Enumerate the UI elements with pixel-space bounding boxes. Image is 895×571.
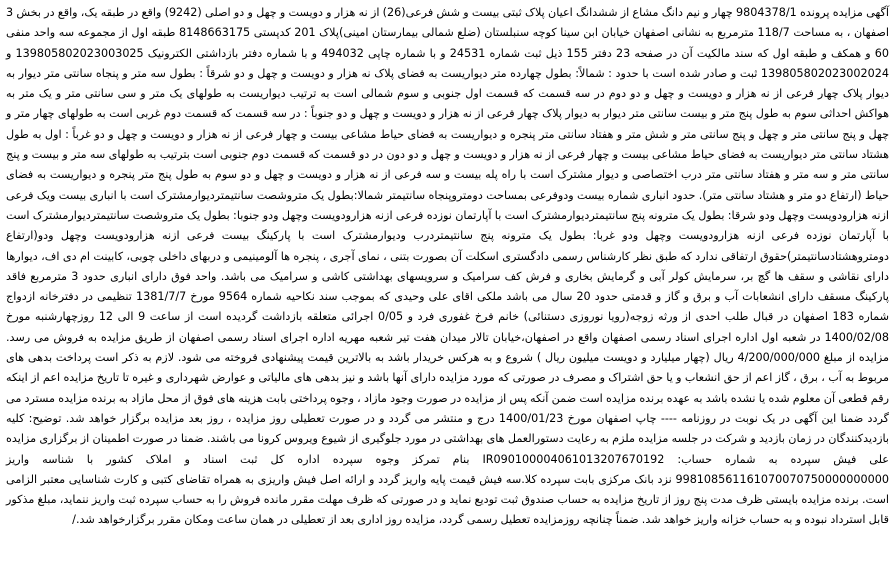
auction-notice-text: آگهی مزایده پرونده 9804378/1 چهار و نیم دانگ مشاع از ششدانگ اعیان پلاک ثبتی بیست و شش فرعی(26) از نه هزار و دویست و چهل و دو اصلی (9242) واقع در طبقه یک، واقع در بخش 3 اصفهان ، به مساحت 118/7 مترمربع به نشانی اصفهان خیابان ابن سینا کوچه سنبلستان (ضلع شمالی بیمارستان امینی)پلاک 201 کدپستی 8148663175 طبقه اول از مجموعه سه واحد منفی 60 و همکف و طبقه اول که سند مالکیت آن در صفحه 23 دفتر 155 ذیل ثبت شماره 24531 و با شماره چاپی 494032 و با شماره دفتر بازداشتی الکترونیک 139805802023003025 و 139805802023002024 ثبت و صادر شده است با حدود : شمالاً: بطول چهارده متر دیواریست به فضای پلاک نه هزار و دویست و چهل و دو شرقاً : بطول سه متر و پنجاه سانتی متر دیوار به دیوار پلاک چهار فرعی از نه هزار و دویست و چهل و دو دوم در سه قسمت که قسمت اول جنوبی و سوم شمالی است به ترتیب دیواریست به طولهای یک متر و سی سانتی متر و یک متر به هواکش احداثی سوم به طول پنج متر و بیست سانتی متر دیوار به دیوار پلاک چهار فرعی از نه هزار و دویست و چهل و دو جنوباً : در سه قسمت که قسمت دوم غربی است به طولهای چهار متر و چهل و پنج سانتی متر و چهل و پنج سانتی متر و شش متر و هفتاد سانتی متر پنجره و دیواریست به فضای حیاط مشاعی بیست و چهار فرعی از نه هزار و دویست و چهل و دو غرباً : اول به طول هشتاد سانتی متر دیواریست به فضای حیاط مشاعی بیست و چهار فرعی از نه هزار و دویست و چهل و دو دون در دو قسمت که قسمت دوم جنوبی است بترتیب به طولهای سه متر و بیست و پنج سانتی متر و سه متر و هفتاد سانتی متر درب اختصاصی و دیوار مشترک است با راه پله بیست و سه فرعی از نه هزار و دویست و چهل و دو سوم به طول پنج متر پنجره و دیواریست به فضای حیاط (ارتفاع دو متر و هشتاد سانتی متر). حدود انباری شماره بیست ودوفرعی بمساحت دومتروپنجاه سانتیمتر شمالا:بطول یک متروشصت سانتیمتردیوارمشترک است با انباری بیست ویک فرعی ازنه هزارودویست وچهل ودو شرقا: بطول یک مترونه پنج سانتیمتردیوارمشترک است با آپارتمان نوزده فرعی ازنه هزارودویست وچهل ودو جنوبا: بطول یک متروشصت سانتیمتردیوارمشترک است با آپارتمان نوزده فرعی ازنه هزارودویست وچهل ودو غربا: بطول یک مترونه پنج سانتیمتردرب ودیوارمشترک است با پارکینگ بیست فرعی ازنه هزارودویست وچهل ودو(ارتفاع دومتروهشتادسانتیمتر)حقوق ارتفاقی ندارد که طبق نظر کارشناس رسمی دادگستری اسکلت آن بصورت بتنی ، نمای آجری ، پنجره ها آلومینیمی و دربهای داخلی چوبی، کابینت ام دی اف، دیوارها دارای نقاشی و سقف ها گچ بر، سرمایش کولر آبی و گرمایش بخاری و فرش کف سرامیک و سرویسهای بهداشتی کاشی و سرامیک می باشد. واحد فوق دارای انباری حدود 3 مترمربع فاقد پارکینگ مسقف دارای انشعابات آب و برق و گاز و قدمتی حدود 20 سال می باشد ملکی اقای علی وحیدی که بموجب سند نکاحیه شماره 9564 مورخ 1381/7/7 تنظیمی در دفترخانه ازدواج شماره 183 اصفهان در قبال طلب احدی از ورثه زوجه(رویا نوروزی دستنائی) خانم فرخ غفوری فرد و 0/05 اجرائی متعلقه بازداشت گردیده است از ساعت 9 الی 12 روزچهارشنبه مورخ 1400/02/08 در شعبه اول اداره اجرای اسناد رسمی اصفهان واقع در اصفهان،خیابان تالار میدان هفت تیر شعبه مهریه اداره اجرای اسناد رسمی اصفهان از طریق مزایده به فروش می رسد. مزایده از مبلغ 4/200/000/000 ریال (چهار میلیارد و دویست میلیون ریال ) شروع و به هرکس خریدار باشد به بالاترین قیمت پیشنهادی فروخته می شود. لازم به ذکر است پرداخت بدهی های مربوط به آب ، برق ، گاز اعم از حق انشعاب و یا حق اشتراک و مصرف در صورتی که مورد مزایده دارای آنها باشد و نیز بدهی های مالیاتی و عوارض شهرداری و غیره تا تاریخ مزایده اعم از اینکه رقم قطعی آن معلوم شده یا نشده باشد به عهده برنده مزایده است ضمن آنکه پس از مزایده در صورت وجود مازاد ، وجوه پرداختی بابت هزینه های فوق از محل مازاد به برنده مزایده مسترد می گردد ضمنا این آگهی در یک نوبت در روزنامه ---- چاپ اصفهان مورخ 1400/01/23 درج و منتشر می گردد و در صورت تعطیلی روز مزایده ، روز بعد مزایده برگزار خواهد شد. توضیح: کلیه بازدیدکنندگان در زمان بازدید و شرکت در جلسه مزایده ملزم به رعایت دستورالعمل های بهداشتی در مورد جلوگیری از شیوع ویروس کرونا می باشند. ضمنا در صورت اطمینان از برگزاری مزایده علی فیش سپرده به شماره حساب: IR090100004061013207670192 بنام تمرکز وجوه سپرده اداره کل ثبت اسناد و املاک کشور با شناسه واریز 998108561161070070750000000000 نزد بانک مرکزی بابت سپرده کلا.سه فیش قیمت پایه واریز گردد و ارائه اصل فیش واریزی به همراه تقاضای کتبی و کارت شناسایی معتبر الزامی است. برنده مزایده بایستی ظرف مدت پنج روز از تاریخ مزایده به حساب صندوق ثبت تودیع نماید و در صورتی که ظرف مهلت مقرر مانده فروش را به حساب سپرده ثبت واریز ننماید، مبلغ مذکور قابل استرداد نبوده و به حساب خزانه واریز خواهد شد. ضمناً چنانچه روزمزایده تعطیل رسمی گردد، مزایده روز اداری بعد از تعطیلی در همان ساعت ومکان مقرر برگزارخواهد شد./ — [6, 6, 890, 527]
